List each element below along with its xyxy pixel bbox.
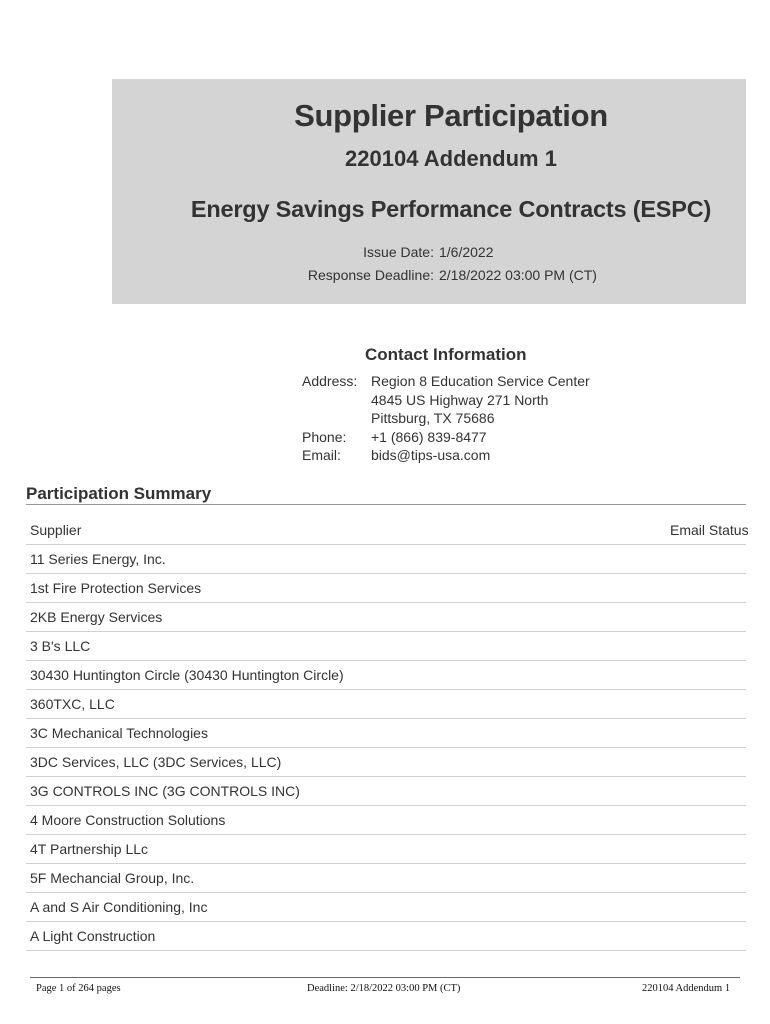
supplier-name: 4 Moore Construction Solutions: [30, 812, 226, 828]
table-row: [26, 864, 746, 893]
page-title: Supplier Participation: [294, 98, 608, 133]
table-row: [26, 661, 746, 690]
supplier-name: 2KB Energy Services: [30, 609, 163, 625]
participation-table: [26, 515, 749, 951]
footer-divider: [30, 977, 740, 978]
contact-block: [302, 372, 590, 465]
table-header: [26, 515, 749, 545]
table-row: [26, 893, 746, 922]
table-row: [26, 806, 746, 835]
deadline-label: Response Deadline:: [307, 267, 434, 283]
table-row: [26, 690, 746, 719]
dates-block: [270, 244, 597, 290]
deadline-row: [270, 267, 597, 290]
contact-title: Contact Information: [365, 345, 527, 364]
summary-title: Participation Summary: [26, 484, 212, 503]
table-row: [26, 632, 746, 661]
supplier-name: 3DC Services, LLC (3DC Services, LLC): [30, 754, 282, 770]
table-row: [26, 603, 746, 632]
supplier-name: 360TXC, LLC: [30, 696, 115, 712]
footer-page-count: Page 1 of 264 pages: [36, 983, 121, 994]
supplier-name: 30430 Huntington Circle (30430 Huntington Circle): [30, 667, 344, 683]
supplier-name: 5F Mechancial Group, Inc.: [30, 870, 195, 886]
issue-date-row: [270, 244, 597, 267]
address-line-2: 4845 US Highway 271 North: [371, 391, 549, 408]
address-line-3: Pittsburg, TX 75686: [371, 410, 495, 426]
table-row: [26, 748, 746, 777]
email-value: bids@tips-usa.com: [371, 447, 491, 463]
email-label: Email:: [302, 447, 341, 463]
address-line-1: Region 8 Education Service Center: [371, 373, 590, 389]
supplier-name: 3 B's LLC: [30, 638, 91, 654]
supplier-name: 4T Partnership LLc: [30, 841, 149, 857]
footer-reference: 220104 Addendum 1: [642, 983, 731, 994]
address-row: [302, 372, 590, 428]
phone-value: +1 (866) 839-8477: [371, 428, 487, 445]
table-row: [26, 719, 746, 748]
summary-divider: [26, 504, 746, 505]
issue-date-label: Issue Date:: [363, 244, 434, 260]
phone-row: [302, 428, 590, 447]
address-value: [371, 372, 590, 428]
address-label: Address:: [302, 373, 358, 389]
supplier-name: 3G CONTROLS INC (3G CONTROLS INC): [30, 783, 300, 799]
supplier-column-header: Supplier: [30, 522, 82, 538]
table-row: [26, 545, 746, 574]
supplier-name: A and S Air Conditioning, Inc: [30, 899, 208, 915]
supplier-name: 3C Mechanical Technologies: [30, 725, 208, 741]
supplier-name: 1st Fire Protection Services: [30, 580, 202, 596]
table-row: [26, 835, 746, 864]
phone-label: Phone:: [302, 428, 347, 445]
table-row: [26, 574, 746, 603]
email-row: [302, 446, 590, 465]
project-title: Energy Savings Performance Contracts (ESPC): [190, 196, 712, 222]
supplier-name: A Light Construction: [30, 928, 156, 944]
deadline-value: 2/18/2022 03:00 PM (CT): [439, 267, 597, 283]
table-row: [26, 777, 746, 806]
page-subtitle: 220104 Addendum 1: [345, 146, 557, 171]
email-status-column-header: Email Status: [670, 522, 749, 538]
supplier-name: 11 Series Energy, Inc.: [30, 551, 166, 567]
table-row: [26, 922, 746, 951]
footer-deadline: Deadline: 2/18/2022 03:00 PM (CT): [307, 983, 461, 994]
issue-date-value: 1/6/2022: [439, 244, 494, 260]
